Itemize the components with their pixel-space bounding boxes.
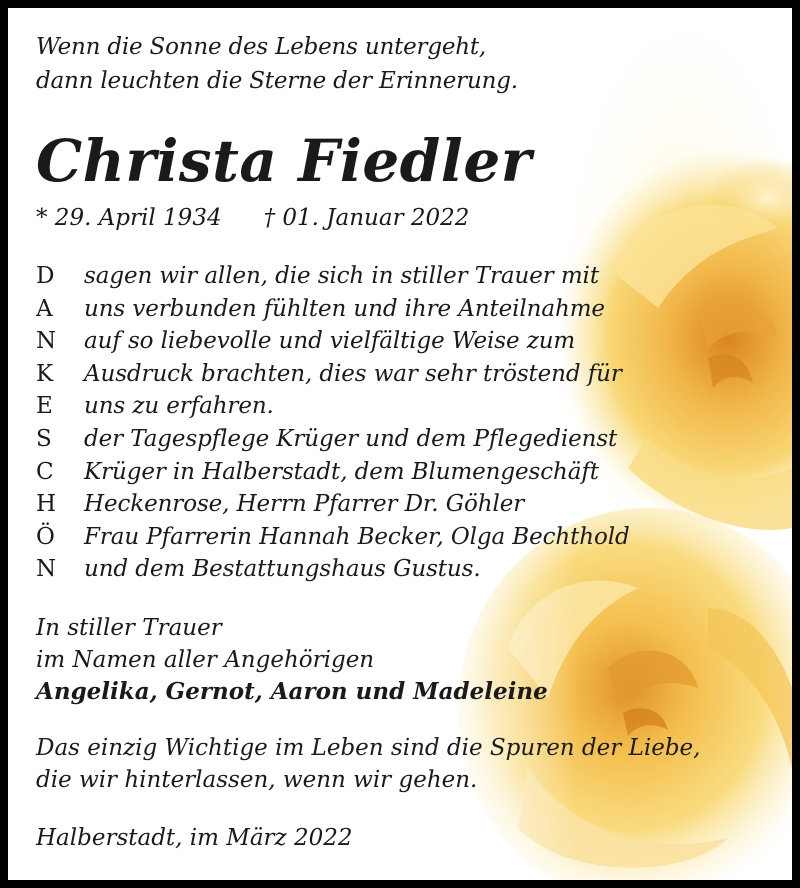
acrostic-text: auf so liebevolle und vielfältige Weise zum [84,328,576,355]
acrostic-text: uns zu erfahren. [84,393,274,420]
motto-line-2: dann leuchten die Sterne der Erinnerung. [36,68,518,94]
acrostic-letter: K [36,360,54,387]
closing-quote [36,732,700,796]
acrostic-letter: S [36,425,52,452]
acrostic-text: Krüger in Halberstadt, dem Blumengeschäft [84,458,599,485]
life-dates [36,202,469,234]
acrostic-letter: A [36,295,53,322]
mourning-line-1: In stiller Trauer [36,615,222,641]
obituary-content [8,8,792,880]
quote-line-2: die wir hinterlassen, wenn wir gehen. [36,767,478,793]
mourner-names: Angelika, Gernot, Aaron und Madeleine [36,678,548,705]
death-date: † 01. Januar 2022 [263,205,470,231]
acrostic-text: Frau Pfarrerin Hannah Becker, Olga Bechthold [84,523,630,550]
deceased-name: Christa Fiedler [36,127,532,195]
place-and-date: Halberstadt, im März 2022 [36,825,353,851]
mourners-block [36,612,548,708]
birth-date: * 29. April 1934 [36,205,222,231]
acrostic-letter: C [36,458,54,485]
acrostic-text: der Tagespflege Krüger und dem Pflegedienst [84,425,618,452]
acrostic-letter: N [36,328,57,355]
acrostic-text: Ausdruck brachten, dies war sehr tröstend für [84,360,622,387]
acrostic-text: sagen wir allen, die sich in stiller Trauer mit [84,263,599,289]
quote-line-1: Das einzig Wichtige im Leben sind die Spuren der Liebe, [36,735,701,761]
acrostic-letter: E [36,393,53,420]
acrostic-letter: H [36,491,57,518]
acrostic-letter: Ö [36,523,55,550]
motto-line-1: Wenn die Sonne des Lebens untergeht, [36,34,487,60]
acrostic-letter: N [36,556,57,583]
acrostic-text: Heckenrose, Herrn Pfarrer Dr. Göhler [84,491,525,518]
obituary-card [8,8,792,880]
acrostic-text: und dem Bestattungshaus Gustus. [84,556,481,583]
opening-motto [36,30,518,98]
acrostic-letter: D [36,263,55,289]
acrostic-text: uns verbunden fühlten und ihre Anteilnahme [84,295,605,322]
mourning-line-2: im Namen aller Angehörigen [36,647,375,673]
